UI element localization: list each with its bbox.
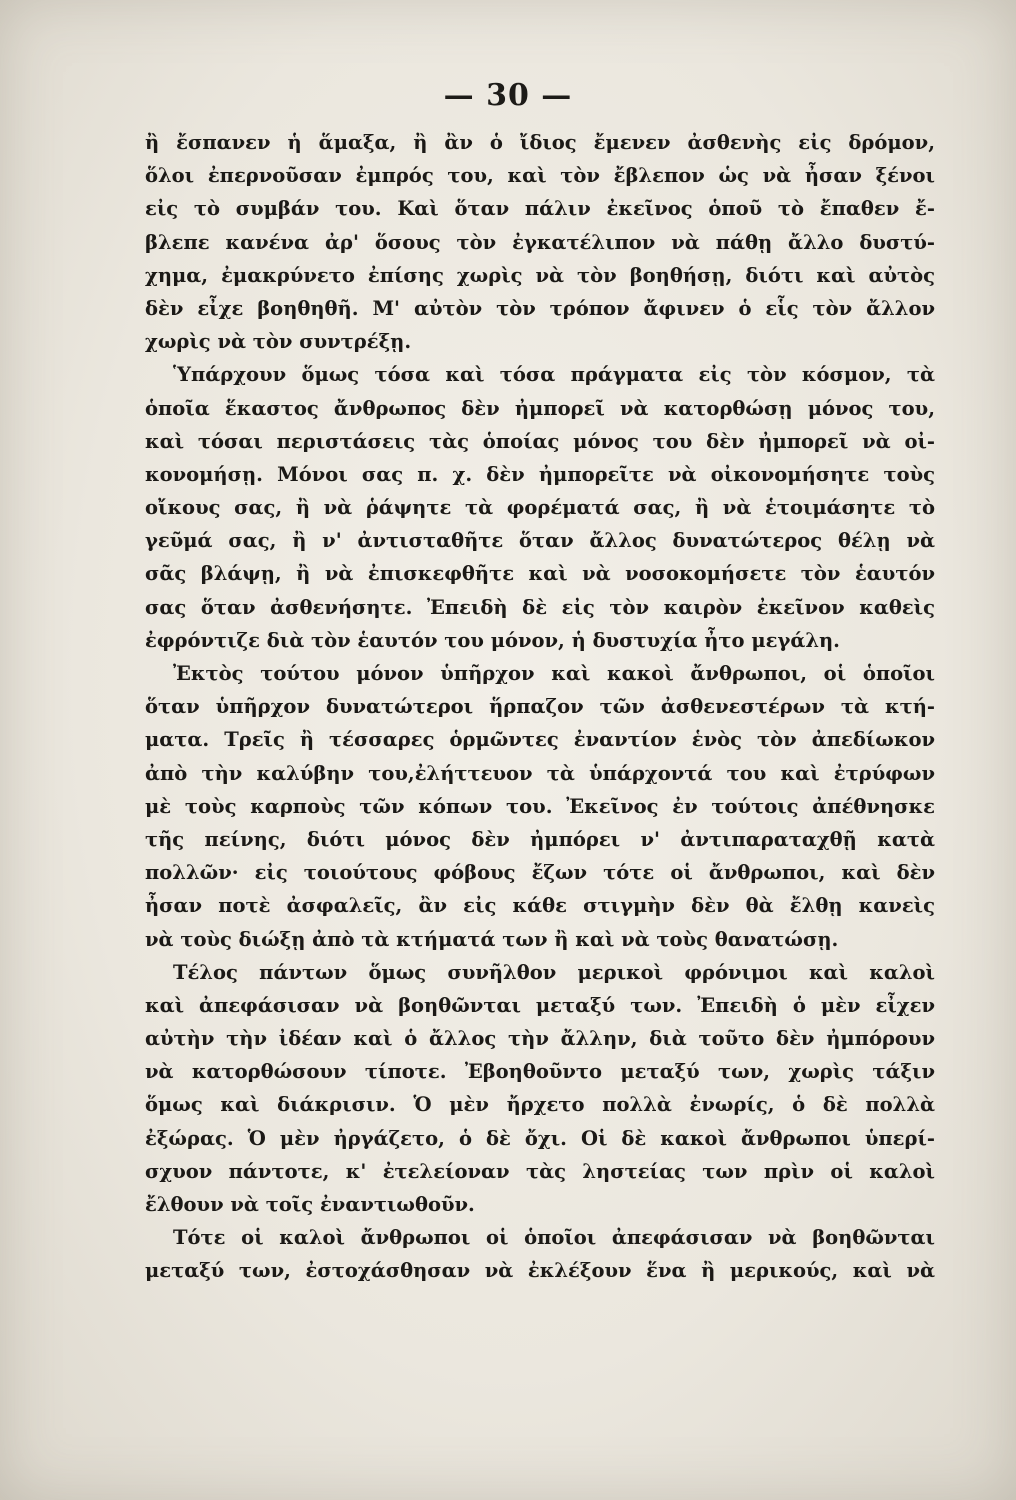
text-line: σχυον πάντοτε, κ' ἐτελείοναν τὰς ληστείας των πρὶν οἱ καλοὶ <box>145 1159 935 1183</box>
body-text <box>145 126 935 1288</box>
text-line: γεῦμά σας, ἢ ν' ἀντισταθῆτε ὅταν ἄλλος δυνατώτερος θέλῃ νὰ <box>145 529 935 553</box>
text-line: σας ὅταν ἀσθενήσητε. Ἐπειδὴ δὲ εἰς τὸν καιρὸν ἐκεῖνον καθεὶς <box>145 595 935 619</box>
text-line: μὲ τοὺς καρποὺς τῶν κόπων του. Ἐκεῖνος ἐν τούτοις ἀπέθνησκε <box>145 794 935 818</box>
text-line: καὶ ἀπεφάσισαν νὰ βοηθῶνται μεταξύ των. Ἐπειδὴ ὁ μὲν εἶχεν <box>145 993 935 1017</box>
text-line: Ὑπάρχουν ὅμως τόσα καὶ τόσα πράγματα εἰς τὸν κόσμον, τὰ <box>173 363 935 387</box>
text-line: ματα. Τρεῖς ἢ τέσσαρες ὁρμῶντες ἐναντίον ἑνὸς τὸν ἀπεδίωκον <box>145 728 935 752</box>
text-line: κονομήσῃ. Μόνοι σας π. χ. δὲν ἠμπορεῖτε νὰ οἰκονομήσητε τοὺς <box>145 462 935 486</box>
text-line: εἰς τὸ συμβάν του. Καὶ ὅταν πάλιν ἐκεῖνος ὁποῦ τὸ ἔπαθεν ἔ- <box>145 197 935 221</box>
text-line: καὶ τόσαι περιστάσεις τὰς ὁποίας μόνος του δὲν ἠμπορεῖ νὰ οἰ- <box>145 429 935 453</box>
text-line: νὰ τοὺς διώξῃ ἀπὸ τὰ κτήματά των ἢ καὶ νὰ τοὺς θανατώσῃ. <box>145 927 839 951</box>
text-line: χωρὶς νὰ τὸν συντρέξῃ. <box>145 330 412 354</box>
text-line: ἔλθουν νὰ τοῖς ἐναντιωθοῦν. <box>145 1193 475 1216</box>
text-line: αὐτὴν τὴν ἰδέαν καὶ ὁ ἄλλος τὴν ἄλλην, διὰ τοῦτο δὲν ἠμπόρουν <box>145 1027 935 1051</box>
text-line: ὁποῖα ἕκαστος ἄνθρωπος δὲν ἠμπορεῖ νὰ κατορθώσῃ μόνος του, <box>145 396 935 420</box>
text-line: ὅμως καὶ διάκρισιν. Ὁ μὲν ἤρχετο πολλὰ ἐνωρίς, ὁ δὲ πολλὰ <box>145 1093 935 1117</box>
text-line: τῆς πείνης, διότι μόνος δὲν ἠμπόρει ν' ἀντιπαραταχθῇ κατὰ <box>145 827 935 851</box>
text-line: χημα, ἐμακρύνετο ἐπίσης χωρὶς νὰ τὸν βοηθήσῃ, διότι καὶ αὐτὸς <box>145 263 935 287</box>
text-line: ἦσαν ποτὲ ἀσφαλεῖς, ἂν εἰς κάθε στιγμὴν δὲν θὰ ἔλθῃ κανεὶς <box>145 894 935 918</box>
text-line: οἴκους σας, ἢ νὰ ῥάψητε τὰ φορέματά σας, ἢ νὰ ἑτοιμάσητε τὸ <box>145 496 935 520</box>
text-line: Ἐκτὸς τούτου μόνον ὑπῆρχον καὶ κακοὶ ἄνθρωποι, οἱ ὁποῖοι <box>173 662 935 685</box>
text-line: ἢ ἔσπανεν ἡ ἅμαξα, ἢ ἂν ὁ ἴδιος ἔμενεν ἀσθενὴς εἰς δρόμον, <box>145 131 935 154</box>
text-line: νὰ κατορθώσουν τίποτε. Ἐβοηθοῦντο μεταξύ των, χωρὶς τάξιν <box>145 1060 935 1084</box>
text-line: ὅταν ὑπῆρχον δυνατώτεροι ἥρπαζον τῶν ἀσθενεστέρων τὰ κτή- <box>145 695 935 719</box>
text-line: σᾶς βλάψῃ, ἢ νὰ ἐπισκεφθῆτε καὶ νὰ νοσοκομήσετε τὸν ἑαυτόν <box>145 562 935 586</box>
text-line: ἐφρόντιζε διὰ τὸν ἑαυτόν του μόνον, ἡ δυστυχία ἦτο μεγάλη. <box>145 628 840 652</box>
text-line: μεταξύ των, ἐστοχάσθησαν νὰ ἐκλέξουν ἕνα ἢ μερικούς, καὶ νὰ <box>145 1259 935 1283</box>
text-line: βλεπε κανένα ἀρ' ὅσους τὸν ἐγκατέλιπον νὰ πάθῃ ἄλλο δυστύ- <box>145 230 935 254</box>
text-line: ἀπὸ τὴν καλύβην του,ἐλήττευον τὰ ὑπάρχοντά του καὶ ἐτρύφων <box>145 761 935 785</box>
text-line: Τέλος πάντων ὅμως συνῆλθον μερικοὶ φρόνιμοι καὶ καλοὶ <box>173 960 935 984</box>
text-line: πολλῶν· εἰς τοιούτους φόβους ἔζων τότε οἱ ἄνθρωποι, καὶ δὲν <box>145 861 935 885</box>
page-number: — 30 — <box>443 78 573 113</box>
text-line: ὅλοι ἐπερνοῦσαν ἐμπρός του, καὶ τὸν ἔβλεπον ὡς νὰ ἦσαν ξένοι <box>145 164 935 188</box>
text-line: Τότε οἱ καλοὶ ἄνθρωποι οἱ ὁποῖοι ἀπεφάσισαν νὰ βοηθῶνται <box>173 1226 935 1250</box>
text-line: δὲν εἶχε βοηθηθῆ. Μ' αὐτὸν τὸν τρόπον ἄφινεν ὁ εἷς τὸν ἄλλον <box>145 296 935 320</box>
text-line: ἐξώρας. Ὁ μὲν ἠργάζετο, ὁ δὲ ὄχι. Οἱ δὲ κακοὶ ἄνθρωποι ὑπερί- <box>145 1126 935 1150</box>
